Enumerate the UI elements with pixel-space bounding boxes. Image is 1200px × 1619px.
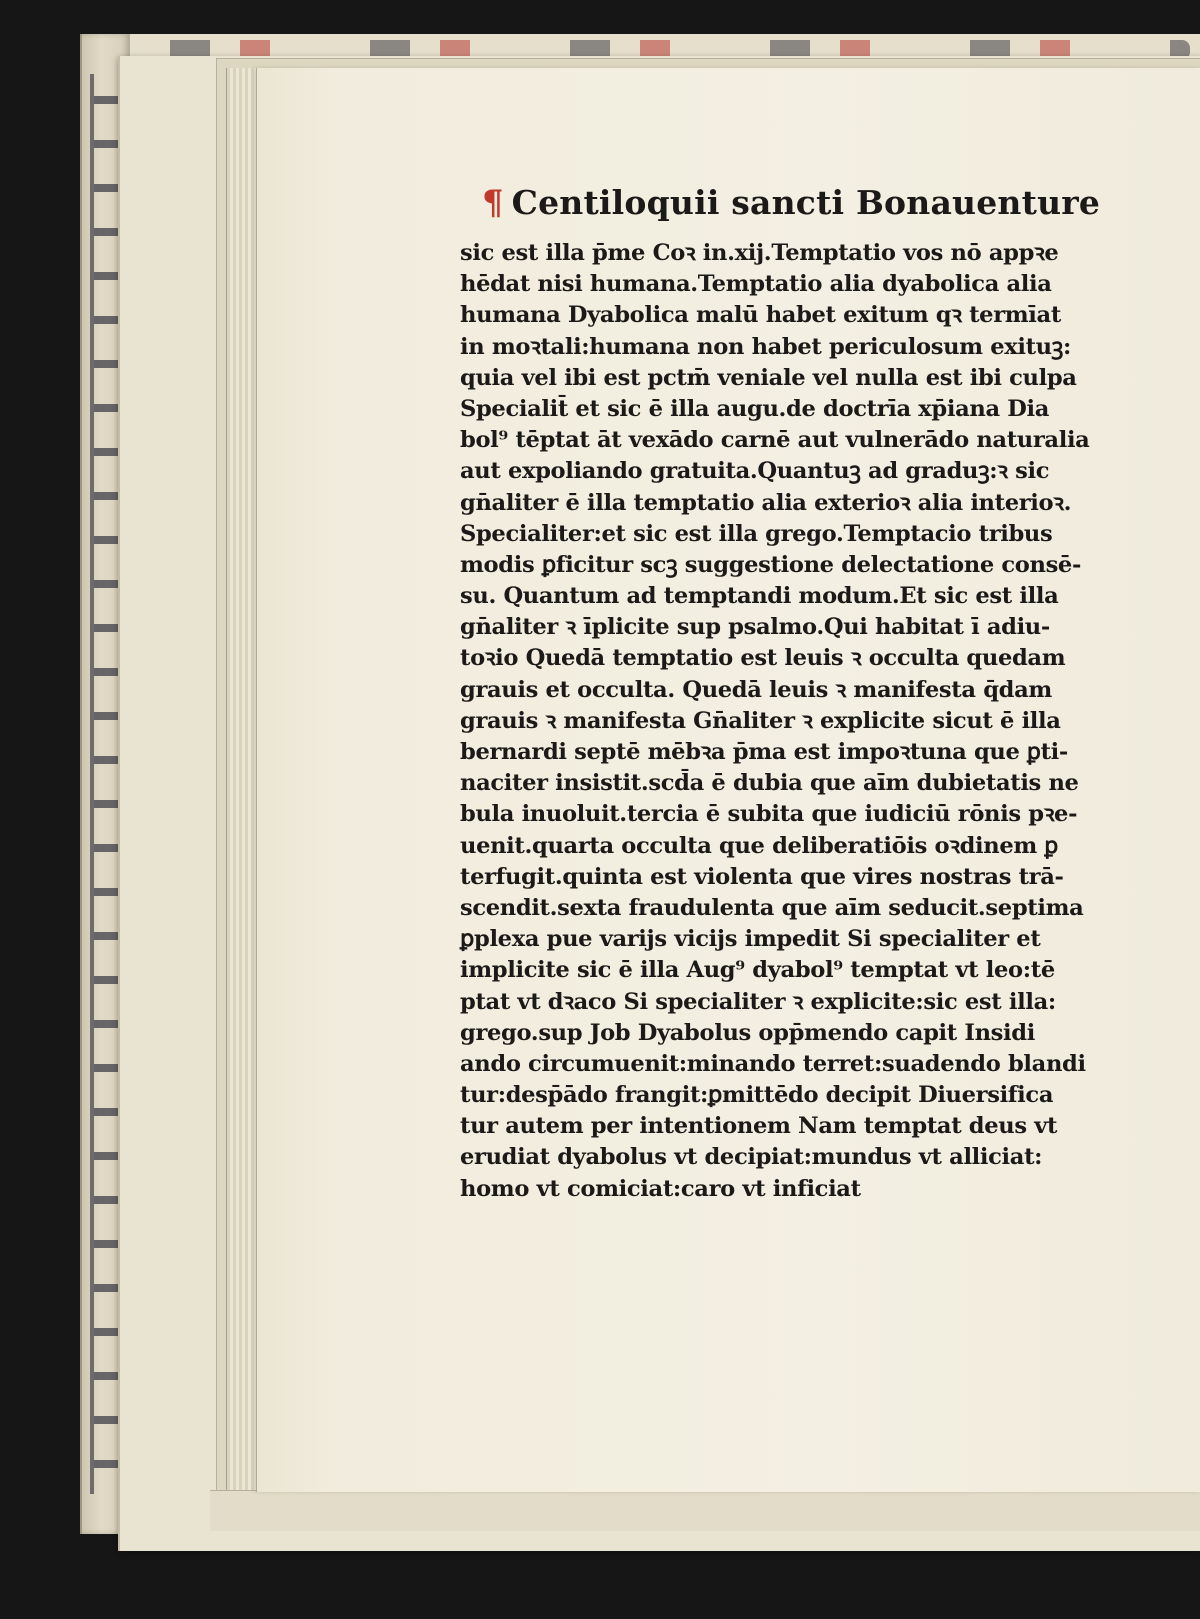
text-line: modis ꝑficitur scꝫ suggestione delectatione consē-	[460, 551, 1081, 578]
text-line: uenit.quarta occulta que deliberatiōis oꝛdinem ꝑ	[460, 832, 1058, 859]
text-line: hēdat nisi humana.Temptatio alia dyabolica alia	[460, 271, 1052, 298]
text-line: bol⁹ tēptat āt vexādo carnē aut vulnerādo naturalia	[460, 427, 1090, 454]
text-line: erudiat dyabolus vt decipiat:mundus vt alliciat:	[460, 1144, 1043, 1171]
text-line: grego.sup Job Dyabolus opp̄mendo capit Insidi	[460, 1019, 1035, 1046]
text-line: implicite sic ē illa Aug⁹ dyabol⁹ temptat vt leo:tē	[460, 957, 1055, 984]
text-line: homo vt comiciat:caro vt inficiat	[460, 1175, 861, 1202]
text-line: naciter insistit.scd̄a ē dubia que aīm dubietatis ne	[460, 770, 1079, 797]
text-line: ando circumuenit:minando terret:suadendo blandi	[460, 1050, 1086, 1077]
text-line: sic est illa p̄me Coꝛ in.xij.Temptatio vos nō appꝛe	[460, 240, 1059, 266]
text-line: bula inuoluit.tercia ē subita que iudiciū rōnis pꝛe-	[460, 801, 1078, 828]
text-line: terfugit.quinta est violenta que vires nostras trā-	[460, 863, 1064, 890]
text-line: bernardi septē mēbꝛa p̄ma est impoꝛtuna que ꝑti-	[460, 739, 1068, 765]
text-lines	[460, 238, 1160, 1205]
running-head-title: Centiloquii sancti Bonauenture	[511, 183, 1101, 222]
running-head	[482, 183, 1160, 238]
text-line: Specialiter:et sic est illa grego.Temptacio tribus	[460, 520, 1053, 547]
text-line: gn̄aliter ꝛ īplicite sup psalmo.Qui habitat ī adiu-	[460, 614, 1050, 641]
text-line: toꝛio Quedā temptatio est leuis ꝛ occulta quedam	[460, 645, 1066, 672]
text-line: ptat vt dꝛaco Si specialiter ꝛ explicite:sic est illa:	[460, 988, 1056, 1015]
text-line: tur:desp̄ādo frangit:ꝑmittēdo decipit Diuersifica	[460, 1082, 1054, 1109]
lower-flyleaf	[210, 1490, 1200, 1531]
text-line: in moꝛtali:humana non habet periculosum exituꝫ:	[460, 333, 1071, 360]
text-line: grauis ꝛ manifesta Gn̄aliter ꝛ explicite sicut ē illa	[460, 707, 1061, 734]
text-block	[460, 183, 1160, 1205]
text-line: tur autem per intentionem Nam temptat deus vt	[460, 1113, 1058, 1140]
text-line: scendit.sexta fraudulenta que aīm seducit.septima	[460, 894, 1084, 921]
text-line: su. Quantum ad temptandi modum.Et sic est illa	[460, 583, 1059, 610]
text-line: Specialit̄ et sic ē illa augu.de doctrīa xp̄iana Dia	[460, 395, 1050, 422]
text-line: quia vel ibi est pctm̄ veniale vel nulla est ibi culpa	[460, 364, 1077, 391]
text-line: grauis et occulta. Quedā leuis ꝛ manifesta q̄dam	[460, 676, 1052, 703]
text-line: aut expoliando gratuita.Quantuꝫ ad graduꝫ:ꝛ sic	[460, 458, 1050, 485]
text-line: gn̄aliter ē illa temptatio alia exterioꝛ alia interioꝛ.	[460, 489, 1072, 516]
text-line: humana Dyabolica malū habet exitum qꝛ termīat	[460, 302, 1061, 329]
pilcrow-mark: ¶	[482, 183, 504, 223]
text-line: ꝑplexa pue varijs vicijs impedit Si specialiter et	[460, 926, 1041, 953]
